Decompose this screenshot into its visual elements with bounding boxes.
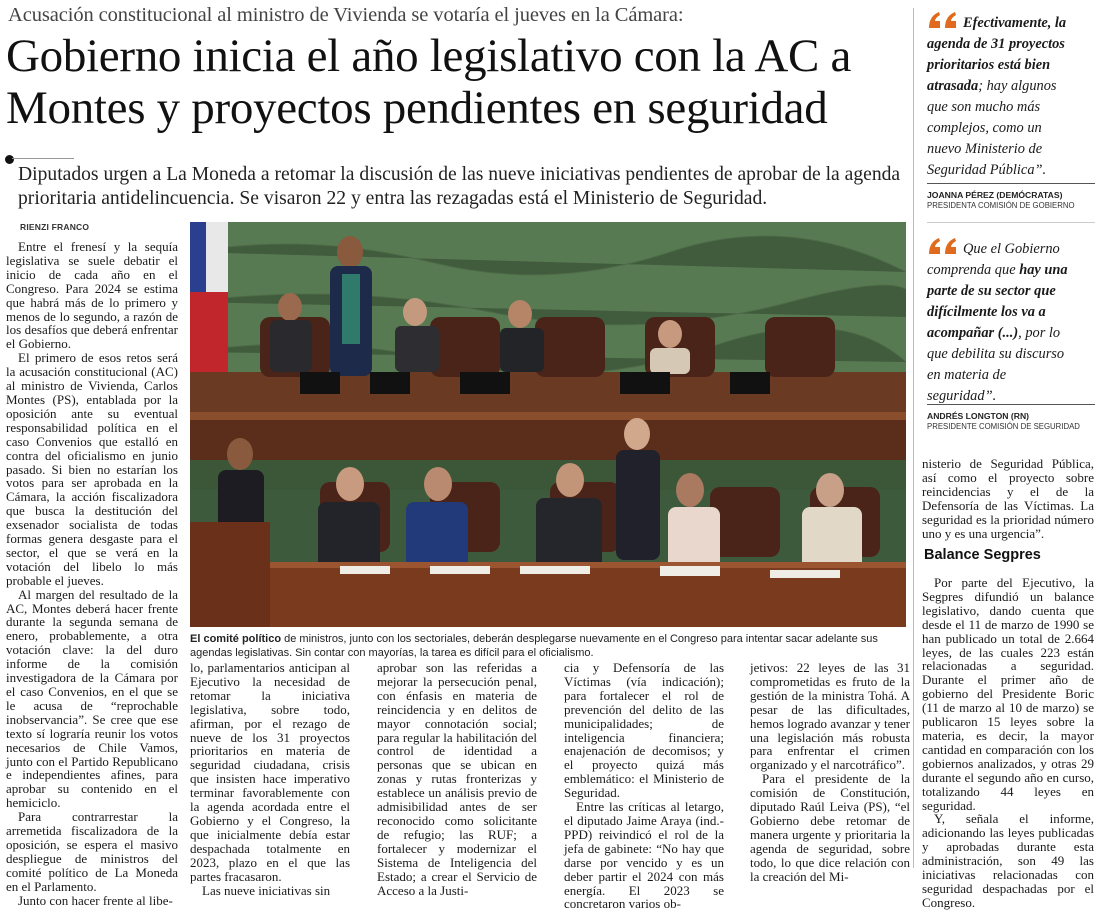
quote-bold: hay una parte de su sector que difícilmente los va a acompañar (...)	[927, 262, 1068, 341]
quote-text: Que el Gobierno comprenda que	[927, 241, 1060, 278]
paragraph: El primero de esos retos será la acusación constitucional (AC) al ministro de Vivienda, Carlos Montes (PS), entablada por la oposición ante su eventual responsabilidad política en el caso Convenios que estalló en contra del oficialismo en junio pasado. Si bien no estarían los votos para ser aprobada en la Cámara, la acción fiscalizadora que busca la destitución del exsenador socialista de todas formas genera desgaste para el sector, el que se verá en la votación del libelo lo más probable el jueves.	[6, 350, 178, 588]
pull-quote-2	[927, 236, 1075, 407]
paragraph: Para el presidente de la comisión de Constitución, diputado Raúl Leiva (PS), “el Gobierno debe retomar de manera urgente y prioritaria la agenda de seguridad, sobre todo, lo que dice relación con la creación del Mi-	[750, 771, 910, 884]
bullet-rule	[12, 158, 74, 159]
paragraph: Las nueve iniciativas sin	[202, 882, 331, 898]
paragraph: cia y Defensoría de las Víctimas (vía indicación); para fortalecer el rol de prevención del delito de las municipalidades; de inteligencia financiera; enajenación de decomisos; y el proyecto quizá más emblemático: el Ministerio de Seguridad.	[564, 660, 724, 801]
pull-quote-1	[927, 10, 1075, 181]
body-column-1	[6, 240, 178, 908]
quote-text: ; hay algunos que son mucho más complejos, como un nuevo Ministerio de Seguridad Pública”.	[927, 78, 1057, 178]
body-column-5	[750, 661, 910, 884]
quote-bold: Efectivamente, la agenda de 31 proyectos prioritarios está bien atrasada	[927, 15, 1067, 94]
deck: Diputados urgen a La Moneda a retomar la discusión de las nueve iniciativas pendientes de aprobar de la agenda prioritaria antidelincuencia. Se visaron 22 y entra las rezagadas está el Ministerio de Seguridad.	[18, 164, 901, 209]
quote-separator	[927, 222, 1095, 223]
quote-divider	[927, 183, 1095, 184]
paragraph: lo, parlamentarios anticipan al Ejecutivo la necesidad de retomar la iniciativa legislativa, sobre todo, afirman, por el rezago de nueve de los 31 proyectos prioritarios en materia de seguridad ciudadana, crisis que insisten hace imperativo terminar favorablemente con la agenda acordada entre el Gobierno y el Congreso, la que inicialmente debía estar despachada totalmente en 2023, plazo en el que las partes fracasaron.	[190, 660, 350, 884]
column-rule	[913, 8, 914, 868]
quote-mark-icon	[927, 236, 961, 256]
paragraph: Por parte del Ejecutivo, la Segpres difundió un balance legislativo, dando cuenta que desde el 11 de marzo de 1990 se han publicado un total de 2.664 leyes, de las cuales 223 están relacionadas a seguridad. Durante el primer año de gobierno del Presidente Boric (11 de marzo al 10 de marzo) se publicaron 15 leyes sobre la materia, es decir, la mayor cantidad en comparación con los gobiernos analizados, y otras 29 durante el segundo año en curso, totalizando 44 leyes en seguridad.	[922, 575, 1094, 813]
chamber-illustration	[190, 222, 906, 627]
subhead-balance: Balance Segpres	[924, 547, 1041, 563]
quote-divider	[927, 404, 1095, 405]
quote-1-name: JOANNA PÉREZ (DEMÓCRATAS)	[927, 190, 1063, 200]
kicker: Acusación constitucional al ministro de Vivienda se votaría el jueves en la Cámara:	[8, 4, 684, 26]
caption-lead: El comité político	[190, 633, 282, 645]
paragraph: Y, señala el informe, adicionando las leyes publicadas y aprobadas durante esta administración, son 49 las iniciativas relacionadas con seguridad despachadas por el Congreso.	[922, 811, 1094, 910]
paragraph: jetivos: 22 leyes de las 31 comprometidas es fruto de la gestión de la ministra Tohá. A pesar de las dificultades, hemos logrado avanzar y tener una legislación más robusta para enfrentar el crimen organizado y el narcotráfico”.	[750, 660, 910, 773]
photo-caption	[190, 632, 908, 660]
quote-2-name: ANDRÉS LONGTON (RN)	[927, 411, 1030, 421]
headline: Gobierno inicia el año legislativo con la AC a Montes y proyectos pendientes en seguridad	[6, 30, 852, 134]
body-column-right-bottom	[922, 576, 1094, 910]
body-column-3	[377, 661, 537, 897]
quote-mark-icon	[927, 10, 961, 30]
paragraph: aprobar son las referidas a mejorar la persecución penal, con énfasis en materia de reincidencia y en delitos de mayor connotación social; para regular la habilitación del control de identidad a personas que se ubican en zonas y rutas fronterizas y establece un análisis previo de admisibilidad antes de ser reconocido como solicitante de refugio; las RUF; a fortalecer y modernizar el Sistema de Inteligencia del Estado; a crear el Servicio de Acceso a la Justi-	[377, 660, 537, 898]
byline: RIENZI FRANCO	[20, 222, 90, 232]
bullet-dot	[5, 155, 14, 164]
caption-text: de ministros, junto con los sectoriales, deberán desplegarse nuevamente en el Congreso para intentar sacar adelante sus agendas legislativas. Sin contar con mayorías, la tarea es difícil para el oficialismo.	[190, 633, 878, 659]
paragraph: Junto con hacer frente al libe-	[18, 892, 173, 908]
body-column-2	[190, 661, 350, 897]
body-column-right-top	[922, 457, 1094, 540]
body-column-4	[564, 661, 724, 911]
quote-2-role: PRESIDENTE COMISIÓN DE SEGURIDAD	[927, 422, 1080, 431]
paragraph: Entre el frenesí y la sequía legislativa se suele debatir el inicio de cada año en el Congreso. Para 2024 se estima que habrá más de lo primero y menos de lo segundo, a razón de los desafíos que deberá enfrentar el Gobierno.	[6, 239, 178, 352]
paragraph: nisterio de Seguridad Pública, así como el proyecto sobre reincidencias y el de la Defensoría de las Víctimas. La seguridad es la prioridad número uno y es una urgencia”.	[922, 456, 1094, 541]
quote-1-role: PRESIDENTA COMISIÓN DE GOBIERNO	[927, 201, 1075, 210]
quote-text: , por lo que debilita su discurso en materia de seguridad”.	[927, 325, 1065, 404]
paragraph: Al margen del resultado de la AC, Montes deberá hacer frente durante la segunda semana de enero, probablemente, a otra votación clave: la del duro informe de la comisión investigadora de la Cámara por el caso Convenios, en el que se le acusa de “reprochable inobservancia”. Se cree que ese texto sí lograría reunir los votos necesarios de Chile Vamos, junto con el Partido Republicano e independientes afines, para aprobar su contenido en el hemiciclo.	[6, 586, 178, 811]
photo-chamber	[190, 222, 906, 627]
paragraph: Entre las críticas al letargo, el diputado Jaime Araya (ind.-PPD) reivindicó el rol de la jefa de gabinete: “No hay que darse por vencido y es un deber partir el 2024 con más energía. El 2023 se concretaron varios ob-	[564, 799, 724, 911]
paragraph: Para contrarrestar la arremetida fiscalizadora de la oposición, se espera el masivo despliegue de ministros del comité político de La Moneda en el Parlamento.	[6, 809, 178, 894]
